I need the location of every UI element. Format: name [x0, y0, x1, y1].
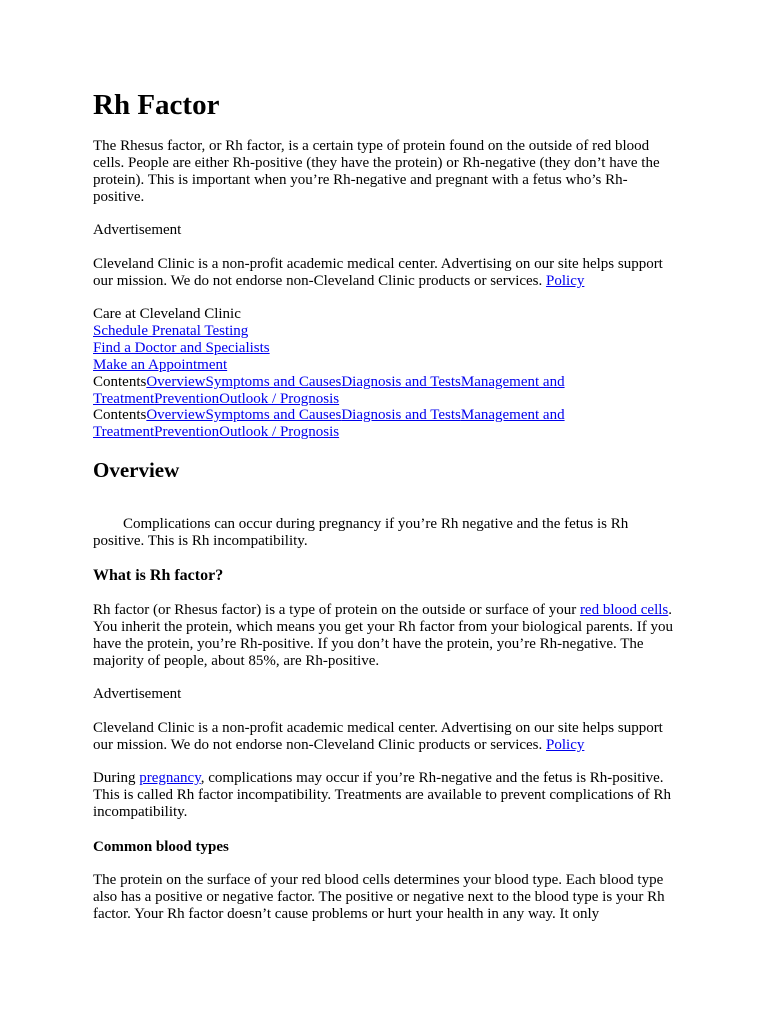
- policy-link[interactable]: Policy: [546, 737, 585, 753]
- contents-link-diagnosis[interactable]: Diagnosis and Tests: [341, 407, 461, 423]
- contents-link-diagnosis[interactable]: Diagnosis and Tests: [341, 374, 461, 390]
- contents-link-overview[interactable]: Overview: [146, 374, 206, 390]
- red-blood-cells-link[interactable]: red blood cells: [579, 602, 669, 618]
- what-text-before: Rh factor (or Rhesus factor) is a type of protein on the outside or surface of your: [93, 602, 580, 618]
- intro-paragraph: The Rhesus factor, or Rh factor, is a certain type of protein found on the outside of red blood cells. People are either Rh-positive (they have the protein) or Rh-negative (they don’t have the protein). This is important when you’re Rh-negative and pregnant with a fetus who’s Rh-positive.: [93, 138, 660, 205]
- page-title: Rh Factor: [93, 89, 220, 121]
- contents-nav: [93, 407, 678, 441]
- advertisement-label: Advertisement: [93, 686, 182, 702]
- what-is-rh-paragraph: [93, 602, 678, 670]
- care-heading: Care at Cleveland Clinic: [93, 306, 241, 322]
- contents-link-management-text: Management and: [460, 374, 565, 390]
- advertisement-label: Advertisement: [93, 222, 182, 238]
- contents-link-management-cont[interactable]: Treatment: [93, 424, 155, 440]
- ad-disclaimer: [93, 720, 678, 754]
- care-link-list: [93, 323, 678, 340]
- contents-label: Contents: [93, 374, 147, 390]
- pregnancy-link[interactable]: pregnancy: [139, 770, 201, 786]
- find-doctor-link[interactable]: Find a Doctor and Specialists: [93, 340, 270, 356]
- blood-types-paragraph: The protein on the surface of your red blood cells determines your blood type. Each blood type also has a positive or negative factor. The positive or negative next to the blood type is your Rh factor. Your Rh factor doesn’t cause problems or hurt your health in any way. It only: [93, 872, 665, 922]
- during-text-after: , complications may occur if you’re Rh-negative and the fetus is Rh-positive. This is called Rh factor incompatibility. Treatments are available to prevent complications of Rh incompatibility.: [93, 770, 672, 820]
- overview-heading: Overview: [93, 458, 180, 482]
- contents-link-prevention[interactable]: Prevention: [154, 424, 220, 440]
- during-text-before: During: [93, 770, 140, 786]
- contents-link-management[interactable]: [461, 374, 565, 390]
- contents-nav: [93, 374, 678, 408]
- contents-label: Contents: [93, 407, 147, 423]
- pregnancy-paragraph: [93, 770, 678, 821]
- ad-disclaimer: [93, 256, 678, 290]
- care-link-list: [93, 357, 678, 374]
- what-is-rh-heading: What is Rh factor?: [93, 567, 224, 584]
- contents-link-symptoms[interactable]: Symptoms and Causes: [205, 374, 342, 390]
- ad-disclaimer-text: Cleveland Clinic is a non-profit academic medical center. Advertising on our site helps support our mission. We do not endorse non-Cleveland Clinic products or services.: [93, 720, 663, 753]
- overview-summary: Complications can occur during pregnancy if you’re Rh negative and the fetus is Rh positive. This is Rh incompatibility.: [93, 516, 629, 549]
- contents-link-symptoms[interactable]: Symptoms and Causes: [205, 407, 342, 423]
- policy-link[interactable]: Policy: [546, 273, 585, 289]
- schedule-prenatal-testing-link[interactable]: Schedule Prenatal Testing: [93, 323, 249, 339]
- contents-link-management[interactable]: Management and: [460, 407, 565, 423]
- care-link-list: [93, 340, 678, 357]
- ad-disclaimer-text: Cleveland Clinic is a non-profit academic medical center. Advertising on our site helps support our mission. We do not endorse non-Cleveland Clinic products or services.: [93, 256, 663, 289]
- contents-link-outlook[interactable]: Outlook / Prognosis: [219, 424, 340, 440]
- common-blood-types-heading: Common blood types: [93, 839, 229, 855]
- contents-link-outlook[interactable]: Outlook / Prognosis: [219, 391, 340, 407]
- make-appointment-link[interactable]: Make an Appointment: [93, 357, 228, 373]
- contents-link-prevention[interactable]: Prevention: [154, 391, 220, 407]
- contents-link-management-cont[interactable]: Treatment: [93, 391, 155, 407]
- contents-link-overview[interactable]: Overview: [146, 407, 206, 423]
- what-text-after: . You inherit the protein, which means you get your Rh factor from your biological parents. If you have the protein, you’re Rh-positive. If you don’t have the protein, you’re Rh-negative. The majority of people, about 85%, are Rh-positive.: [93, 602, 674, 669]
